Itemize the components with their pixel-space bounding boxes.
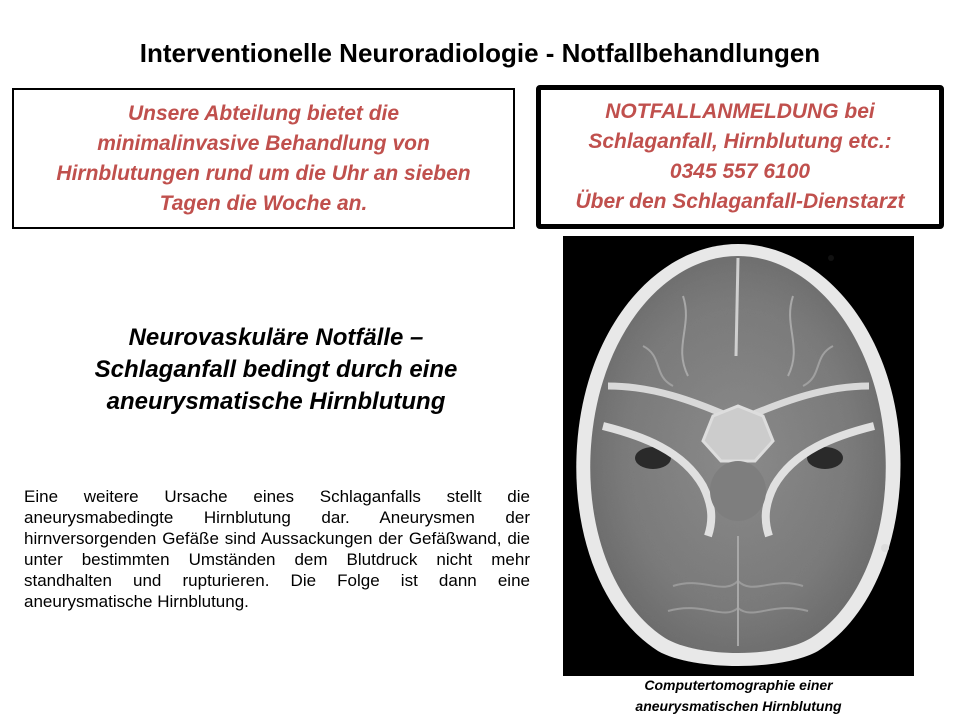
info-line: minimalinvasive Behandlung von xyxy=(97,131,430,155)
body-paragraph: Eine weitere Ursache eines Schlaganfalls stellt die aneurysmabedingte Hirnblutung dar. Aneurysmen der hirnversorgenden Gefäße sind Aussackungen der Gefäßwand, die unter bestimmten Umständen dem Blutdruck nicht mehr standhalten und rupturieren. Die Folge ist dann eine aneurysmatische Hirnblutung. xyxy=(24,487,530,611)
emergency-line: Über den Schlaganfall-Dienstarzt xyxy=(575,190,905,213)
section-heading xyxy=(20,322,532,418)
info-box xyxy=(12,88,515,229)
page-title: Interventionelle Neuroradiologie - Notfallbehandlungen xyxy=(139,38,821,68)
info-line: Tagen die Woche an. xyxy=(159,191,368,215)
emergency-box xyxy=(536,85,944,229)
info-line: Unsere Abteilung bietet die xyxy=(127,101,400,125)
emergency-line: NOTFALLANMELDUNG bei xyxy=(605,100,875,123)
info-box-text xyxy=(56,99,470,219)
emergency-box-text xyxy=(575,97,904,217)
image-caption xyxy=(563,675,914,717)
caption-line: aneurysmatischen Hirnblutung xyxy=(635,698,842,714)
emergency-line: Schlaganfall, Hirnblutung etc.: xyxy=(588,130,892,153)
heading-line: Schlaganfall bedingt durch eine xyxy=(94,356,458,383)
ct-scan-image xyxy=(563,236,914,676)
emergency-phone: 0345 557 6100 xyxy=(669,160,811,183)
heading-line: Neurovaskuläre Notfälle – xyxy=(128,324,424,351)
heading-line: aneurysmatische Hirnblutung xyxy=(106,388,446,415)
info-line: Hirnblutungen rund um die Uhr an sieben xyxy=(56,161,471,185)
caption-line: Computertomographie einer xyxy=(644,677,833,693)
